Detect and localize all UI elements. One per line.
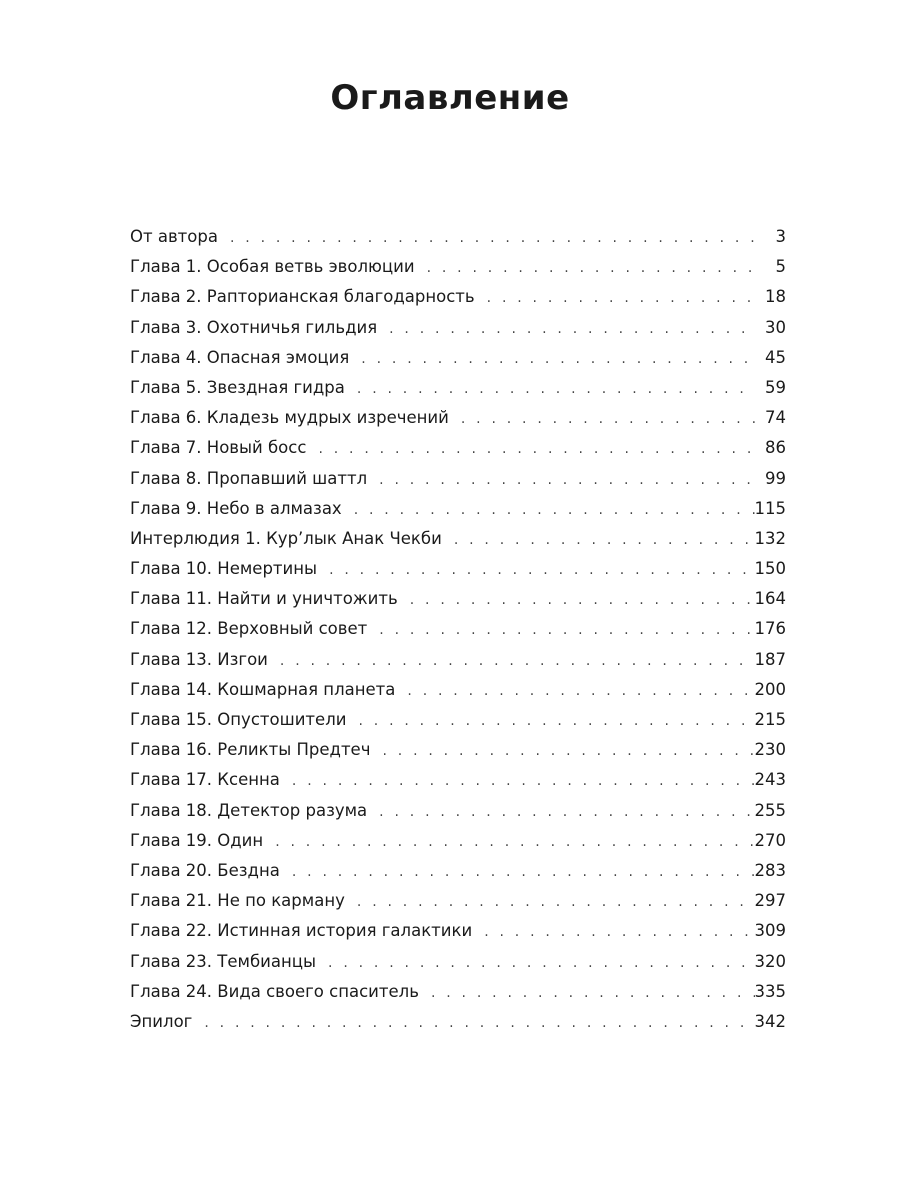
dot-leader (318, 441, 756, 457)
toc-entry (130, 287, 786, 317)
toc-entry (130, 378, 786, 408)
toc-entry-page-number: 200 (754, 679, 786, 699)
toc-entry-page-number: 86 (765, 438, 786, 458)
toc-entry-page-number: 309 (754, 921, 786, 941)
toc-entry-page-number: 230 (754, 740, 786, 760)
toc-entry-label: Глава 17. Ксенна (130, 770, 280, 790)
toc-entry-label: Глава 9. Небо в алмазах (130, 498, 342, 518)
dot-leader (379, 472, 756, 488)
toc-entry-label: Глава 6. Кладезь мудрых изречений (130, 408, 449, 428)
dot-leader (484, 924, 754, 940)
toc-entry (130, 318, 786, 348)
toc-entry (130, 650, 786, 680)
toc-entry (130, 589, 786, 619)
toc-entry (130, 801, 786, 831)
toc-entry (130, 740, 786, 770)
toc-entry-page-number: 59 (765, 377, 786, 397)
dot-leader (357, 381, 756, 397)
dot-leader (461, 411, 756, 427)
dot-leader (487, 290, 756, 306)
dot-leader (361, 351, 756, 367)
dot-leader (354, 502, 755, 518)
toc-entry-page-number: 30 (765, 317, 786, 337)
toc-entry (130, 438, 786, 468)
dot-leader (382, 743, 754, 759)
toc-entry-page-number: 187 (754, 649, 786, 669)
toc-entry-page-number: 215 (754, 710, 786, 729)
toc-entry (130, 348, 786, 378)
dot-leader (379, 622, 754, 638)
toc-entry-page-number: 132 (754, 528, 786, 548)
toc-entry-page-number: 150 (754, 559, 786, 579)
toc-entry-label: Глава 10. Немертины (130, 559, 318, 579)
toc-entry-label: Глава 12. Верховный совет (130, 619, 368, 639)
dot-leader (427, 260, 756, 276)
dot-leader (410, 592, 755, 608)
toc-entry (130, 770, 786, 800)
toc-entry-page-number: 115 (754, 498, 786, 518)
toc-entry (130, 680, 786, 710)
dot-leader (407, 683, 754, 699)
dot-leader (431, 985, 755, 1001)
toc-entry-page-number: 270 (754, 830, 786, 850)
dot-leader (204, 1015, 754, 1031)
toc-entry-label: Глава 23. Тембианцы (130, 951, 317, 971)
toc-entry-page-number: 74 (765, 408, 786, 428)
dot-leader (357, 894, 755, 910)
dot-leader (379, 804, 754, 820)
toc-entry-label: Глава 19. Один (130, 830, 264, 850)
toc-entry (130, 891, 786, 921)
dot-leader (329, 562, 754, 578)
toc-entry (130, 921, 786, 951)
dot-leader (275, 834, 754, 850)
dot-leader (280, 653, 755, 669)
dot-leader (292, 864, 755, 880)
toc-entry-label: Глава 1. Особая ветвь эволюции (130, 257, 415, 277)
toc-entry-page-number: 45 (765, 347, 786, 367)
toc-entry-label: От автора (130, 227, 218, 246)
toc-entry-label: Глава 2. Рапторианская благодарность (130, 287, 475, 307)
dot-leader (328, 955, 754, 971)
toc-entry (130, 529, 786, 559)
toc-entry (130, 1012, 786, 1042)
dot-leader (230, 230, 756, 246)
toc-entry-page-number: 342 (754, 1011, 786, 1031)
toc-entry-label: Глава 3. Охотничья гильдия (130, 317, 378, 337)
toc-entry-label: Глава 11. Найти и уничтожить (130, 589, 398, 609)
toc-entry-label: Интерлюдия 1. Кур’лык Анак Чекби (130, 528, 442, 548)
toc-entry (130, 559, 786, 589)
toc-entry-label: Глава 4. Опасная эмоция (130, 347, 350, 367)
toc-entry (130, 257, 786, 287)
toc-entry-label: Глава 18. Детектор разума (130, 800, 368, 820)
toc-entry (130, 982, 786, 1012)
toc-entry (130, 710, 786, 740)
toc-entry-page-number: 297 (754, 891, 786, 911)
dot-leader (454, 532, 755, 548)
toc-entry-label: Глава 16. Реликты Предтеч (130, 740, 371, 760)
dot-leader (292, 773, 755, 789)
toc-entry (130, 469, 786, 499)
toc-entry-label: Глава 22. Истинная история галактики (130, 921, 473, 941)
toc-entry-page-number: 3 (775, 227, 786, 246)
toc-entry (130, 499, 786, 529)
toc-entry-page-number: 243 (754, 770, 786, 790)
toc-entry-page-number: 99 (765, 468, 786, 488)
page-title: Оглавление (330, 78, 570, 118)
dot-leader (358, 713, 754, 729)
toc-entry (130, 831, 786, 861)
dot-leader (389, 321, 756, 337)
toc-entry-page-number: 255 (754, 800, 786, 820)
toc-entry-page-number: 18 (765, 287, 786, 307)
toc-entry-label: Глава 14. Кошмарная планета (130, 679, 396, 699)
toc-entry-label: Глава 15. Опустошители (130, 710, 347, 729)
toc-entry (130, 408, 786, 438)
toc-entry-label: Глава 20. Бездна (130, 860, 280, 880)
toc-entry-label: Глава 7. Новый босс (130, 438, 307, 458)
toc-entry-label: Эпилог (130, 1011, 193, 1031)
toc-entry-label: Глава 21. Не по карману (130, 891, 345, 911)
toc-entry-page-number: 283 (754, 860, 786, 880)
toc-entry-label: Глава 5. Звездная гидра (130, 377, 345, 397)
toc-entry-page-number: 335 (754, 981, 786, 1001)
table-of-contents (130, 227, 786, 1042)
toc-entry-page-number: 320 (754, 951, 786, 971)
toc-entry-page-number: 164 (754, 589, 786, 609)
toc-entry-page-number: 176 (754, 619, 786, 639)
toc-entry-label: Глава 8. Пропавший шаттл (130, 468, 368, 488)
toc-entry (130, 227, 786, 257)
toc-entry (130, 619, 786, 649)
toc-entry (130, 952, 786, 982)
toc-entry-label: Глава 13. Изгои (130, 649, 268, 669)
toc-entry-page-number: 5 (775, 257, 786, 277)
toc-entry-label: Глава 24. Вида своего спаситель (130, 981, 419, 1001)
toc-entry (130, 861, 786, 891)
